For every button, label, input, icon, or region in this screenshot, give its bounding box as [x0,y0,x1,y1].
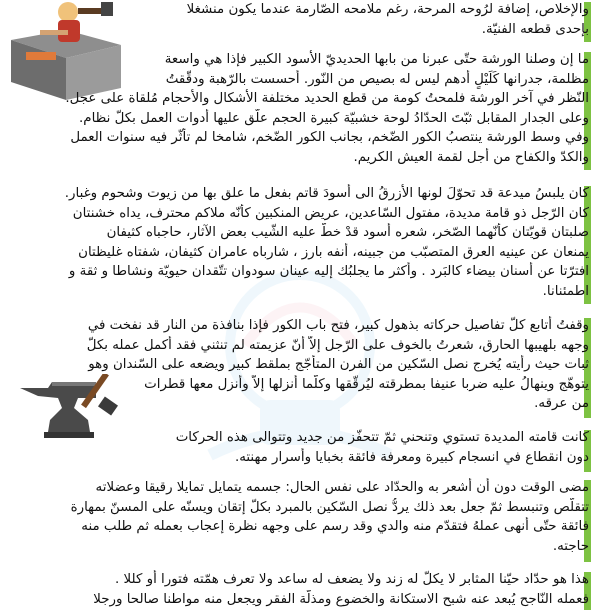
paragraph-line: النّظر في آخر الورشة فلمحتُ كومة من قطع الحديد مختلفة الأشكال والأحجام مُلقاة على عجل. [65,91,589,107]
paragraph-4 [11,316,589,414]
paragraph-line: وفي وسط الورشة ينتصبُ الكور الضّخم، بجانب الكور الضّخم، شامخا لم تأثّر فيه سنوات العمل [70,130,589,146]
paragraph-1 [131,0,589,39]
paragraph-line: وقفتُ أتابع كلّ تفاصيل حركاته بذهول كبير، فتح باب الكور فإذا بنافذة من النار قد نفخت في [87,318,589,333]
paragraph-line: تتقلّص وتنبسط ثمّ جعل بعد ذلك يردُّ نصل السّكين بالمبرد بكلّ إتقان ويسنّه على المسنّ بمهارة [70,499,589,515]
paragraph-line: ما إن وصلنا الورشة حتّى عبرنا من بابها الحديديّ الأسود الكبير فإذا هي واسعة [164,52,589,67]
paragraph-line: كانت قامته المديدة تستوي وتنحني ثمّ تتحفّز من جديد وتتوالى هذه الحركات [175,430,589,445]
paragraph-line: صلبتان قويّتان كأنّهما الصّخر، شعره أسود قدْ خطّ عليه الشّيب بعض الآثار، حاجباه كثيفان [106,225,589,241]
paragraph-line: مظلمة، جدرانها كَلَيْلٍ أدهم ليس له بصيص من النّور. أحسست بالرّهبة ودقّقتُ [165,71,589,87]
paragraph-line: كان يلبسُ ميدعة قد تحوّلَ لونها الأزرقُ الى أسودَ قاتم بفعل ما علق بها من زيوت وشحوم وغبار. [64,186,589,201]
paragraph-line: افترّتا عن أسنان بيضاء كالبَرد . وأكثر ما يجلبُك إليه عينان سودوان تتّقدان حيويّة ونشاطا و ثقة و [68,264,589,280]
paragraph-6 [11,478,589,556]
paragraph-line: يتوهّج وينهالُ عليه ضربا عنيفا بمطرقته ليُرقّقها وكلّما أنزلها إلاّ وأنزل معها قطرات [144,376,589,392]
paragraph-line: يمنعان عن عينيه العرق المتصبّب من جبينه، أنفه بارز ، شارباه عامران كثيفان، شفتاه غليظتان [78,244,589,260]
paragraph-line: فعمله النّاجح يُبعد عنه شبح الاستكانة والخضوع ومذلّة الفقر ويجعل منه مواطنا صالحا ورجلا [93,591,589,607]
paragraph-line: وعلى الجدار المقابل ثبّتَ الحدّادُ لوحة خشبيّة كبيرة الحجم علّق عليها أدوات العمل بكلّ نظام. [79,110,589,126]
paragraph-line: حاجته. [552,538,589,554]
paragraph-line: فائقة حتّى أنهى عملهُ فتقدّم منه والدي وقد رسم على وجهه نظرة إعجاب بعمله ثم طلب منه [81,519,589,535]
paragraph-2 [11,50,589,168]
paragraph-line: اطمئنانا. [542,283,589,299]
paragraph-line: من عرقه. [534,396,589,412]
paragraph-line: هذا هو حدّاد حيّنا المثابر لا يكلّ له زند ولا يضعف له ساعد ولا تعرف همّته فتورا أو كللا . [115,572,589,587]
paragraph-line: بإحدى قطعه الفنيّة. [481,21,589,37]
paragraph-line: وجهه بلهيبها الحارق، شعرتُ بالخوف على الرّجل إلاّ أنّ عزيمته لم تنثني فقد أكمل عمله بكلّ [86,337,589,353]
paragraph-line: والإخلاص، إضافة لرُوحه المرحة، رغم ملامحه الصّارمة عندما يكون منشغلا [186,2,589,17]
paragraph-line: مضى الوقت دون أن أشعر به والحدّاد على نفس الحال: جسمه يتمايل تمايلا رقيقا وعضلاته [95,480,589,495]
paragraph-5 [129,428,589,467]
paragraph-3 [11,184,589,302]
paragraph-7 [11,570,589,609]
paragraph-line: كان الرّجل ذو قامة مديدة، مفتول السّاعدين، عريض المنكبين كأنّه ملاكم محترف، يداه خشنتان [72,205,589,221]
paragraph-line: والكدّ والكفاح من أجل لقمة العيش الكريم. [353,149,589,165]
paragraph-line: دون انقطاع في انسجام كبيرة ومعرفة فائقة بخبايا وأسرار مهنته. [234,449,589,465]
paragraph-line: ثبات حيث رأيته يُخرج نصل السّكين من الفرن المتأجّج بملقط كبير ويضعه على السّندان وهو [88,357,589,373]
